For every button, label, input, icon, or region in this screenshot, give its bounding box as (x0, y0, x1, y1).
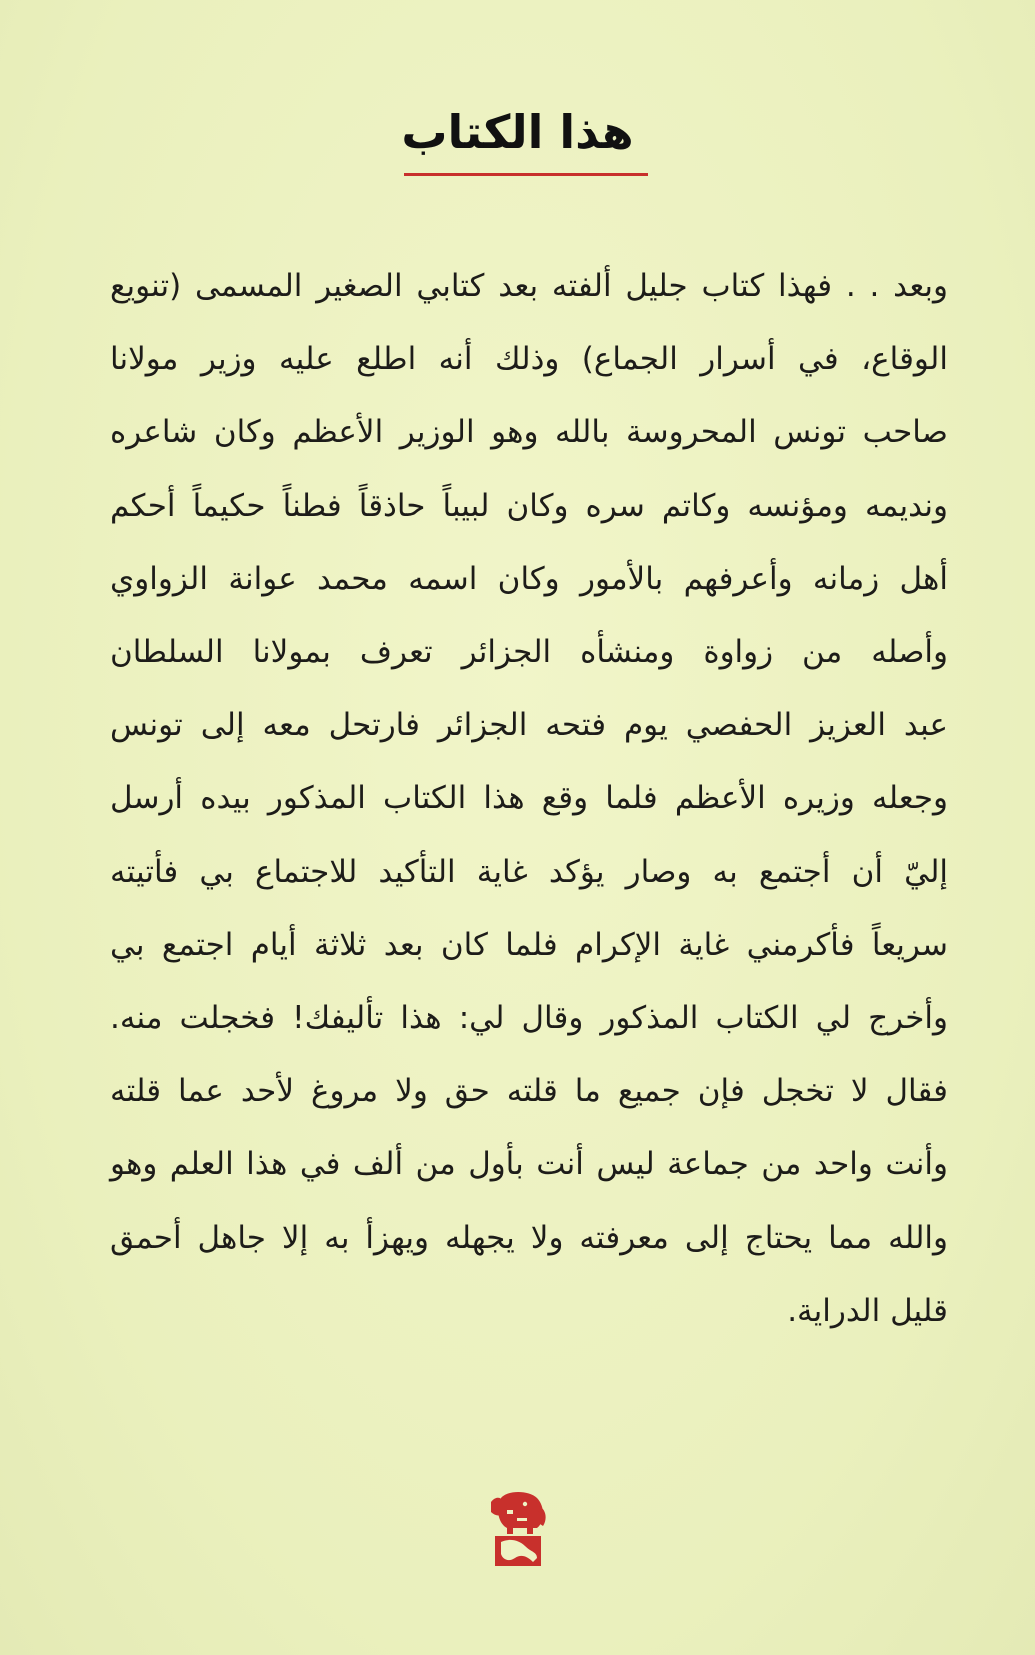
text-line: سريعاً فأكرمني غاية الإكرام فلما كان بعد ثلاثة أيام اجتمع بي (110, 926, 948, 963)
text-line: وأخرج لي الكتاب المذكور وقال لي: هذا تأليفك! فخجلت منه. (110, 1000, 948, 1037)
text-line: وأنت واحد من جماعة ليس أنت بأول من ألف في هذا العلم وهو (110, 1146, 948, 1183)
text-line: الوقاع، في أسرار الجماع) وذلك أنه اطلع عليه وزير مولانا (110, 341, 948, 378)
text-line: إليّ أن أجتمع به وصار يؤكد غاية التأكيد للاجتماع بي فأتيته (110, 853, 948, 890)
text-line: صاحب تونس المحروسة بالله وهو الوزير الأعظم وكان شاعره (110, 414, 948, 451)
elephant-stamp-icon (487, 1488, 549, 1570)
title-underline (404, 173, 648, 176)
text-line: أهل زمانه وأعرفهم بالأمور وكان اسمه محمد عوانة الزواوي (110, 560, 948, 597)
text-line: وأصله من زواوة ومنشأه الجزائر تعرف بمولانا السلطان (110, 634, 948, 671)
text-line: ونديمه ومؤنسه وكاتم سره وكان لبيباً حاذقاً فطناً حكيماً أحكم (110, 487, 948, 524)
text-line: وبعد . . فهذا كتاب جليل ألفته بعد كتابي الصغير المسمى (تنويع (110, 268, 948, 304)
text-line: فقال لا تخجل فإن جميع ما قلته حق ولا مروغ لأحد عما قلته (110, 1073, 948, 1110)
text-line: قليل الدراية. (787, 1292, 948, 1329)
text-line: وجعله وزيره الأعظم فلما وقع هذا الكتاب المذكور بيده أرسل (110, 780, 948, 817)
page-title: هذا الكتاب (401, 105, 634, 159)
text-line: والله مما يحتاج إلى معرفته ولا يجهله ويهزأ به إلا جاهل أحمق (110, 1219, 948, 1256)
text-line: عبد العزيز الحفصي يوم فتحه الجزائر فارتحل معه إلى تونس (110, 707, 948, 744)
body-paragraph (110, 250, 948, 1348)
